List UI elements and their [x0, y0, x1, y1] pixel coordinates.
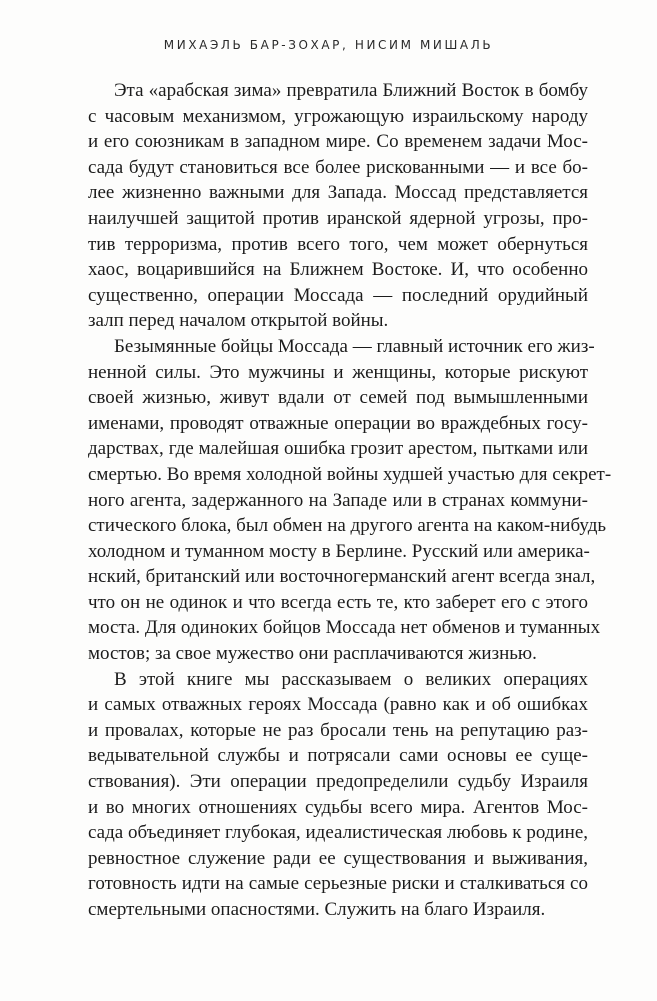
paragraph-1: [88, 78, 588, 334]
paragraph-3: [88, 667, 588, 923]
text-line: лее жизненно важными для Запада. Моссад представляется: [88, 182, 588, 204]
text-line: стического блока, был обмен на другого агента на каком-нибудь: [88, 515, 607, 537]
text-line: ствования). Эти операции предопределили судьбу Израиля: [88, 771, 588, 793]
text-line: смертельными опасностями. Служить на благо Израиля.: [88, 899, 546, 920]
text-line: наилучшей защитой против иранской ядерной угрозы, про-: [88, 207, 588, 229]
text-line: залп перед началом открытой войны.: [88, 310, 389, 332]
text-line: и его союзникам в западном мире. Со временем задачи Мос-: [88, 131, 588, 153]
text-line: ного агента, задержанного на Западе или в странах коммуни-: [88, 489, 588, 511]
text-line: ревностное служение ради ее существования и выживания,: [88, 847, 588, 869]
text-line: В этой книге мы рассказываем о великих операциях: [114, 668, 588, 690]
text-line: готовность идти на самые серьезные риски и сталкиваться со: [88, 873, 588, 895]
text-line: дарствах, где малейшая ошибка грозит арестом, пытками или: [88, 438, 588, 460]
paragraph-2: [88, 334, 612, 667]
text-line: именами, проводят отважные операции во враждебных госу-: [88, 412, 588, 434]
text-line: сада объединяет глубокая, идеалистическая любовь к родине,: [88, 822, 588, 844]
text-line: своей жизнью, живут вдали от семей под вымышленными: [88, 387, 588, 409]
text-line: моста. Для одиноких бойцов Моссада нет обменов и туманных: [88, 617, 601, 639]
text-line: с часовым механизмом, угрожающую израильскому народу: [88, 105, 588, 127]
text-line: что он не одинок и что всегда есть те, кто заберет его с этого: [88, 591, 588, 613]
running-head: МИХАЭЛЬ БАР-ЗОХАР, НИСИМ МИШАЛЬ: [163, 38, 494, 52]
text-line: Безымянные бойцы Моссада — главный источник его жиз-: [114, 335, 595, 357]
text-line: нский, британский или восточногерманский агент всегда знал,: [88, 566, 596, 588]
body-text: [88, 78, 612, 923]
text-line: и самых отважных героях Моссада (равно как и об ошибках: [88, 694, 588, 716]
text-line: хаос, воцарившийся на Ближнем Востоке. И, что особенно: [88, 259, 588, 281]
text-line: Эта «арабская зима» превратила Ближний Восток в бомбу: [114, 80, 588, 101]
text-line: тив терроризма, против всего того, чем может обернуться: [88, 233, 588, 255]
text-line: смертью. Во время холодной войны худшей участью для секрет-: [88, 463, 612, 485]
text-line: и провалах, которые не раз бросали тень на репутацию раз-: [88, 719, 588, 741]
text-line: существенно, операции Моссада — последний орудийный: [88, 284, 588, 306]
text-line: сада будут становиться все более рискованными — и все бо-: [88, 156, 588, 178]
text-line: ведывательной службы и потрясали сами основы ее суще-: [88, 745, 588, 767]
text-line: и во многих отношениях судьбы всего мира. Агентов Мос-: [88, 796, 588, 818]
text-line: холодном и туманном мосту в Берлине. Русский или америка-: [88, 540, 590, 562]
text-line: мостов; за свое мужество они расплачиваются жизнью.: [88, 643, 537, 665]
text-line: ненной силы. Это мужчины и женщины, которые рискуют: [88, 361, 588, 383]
